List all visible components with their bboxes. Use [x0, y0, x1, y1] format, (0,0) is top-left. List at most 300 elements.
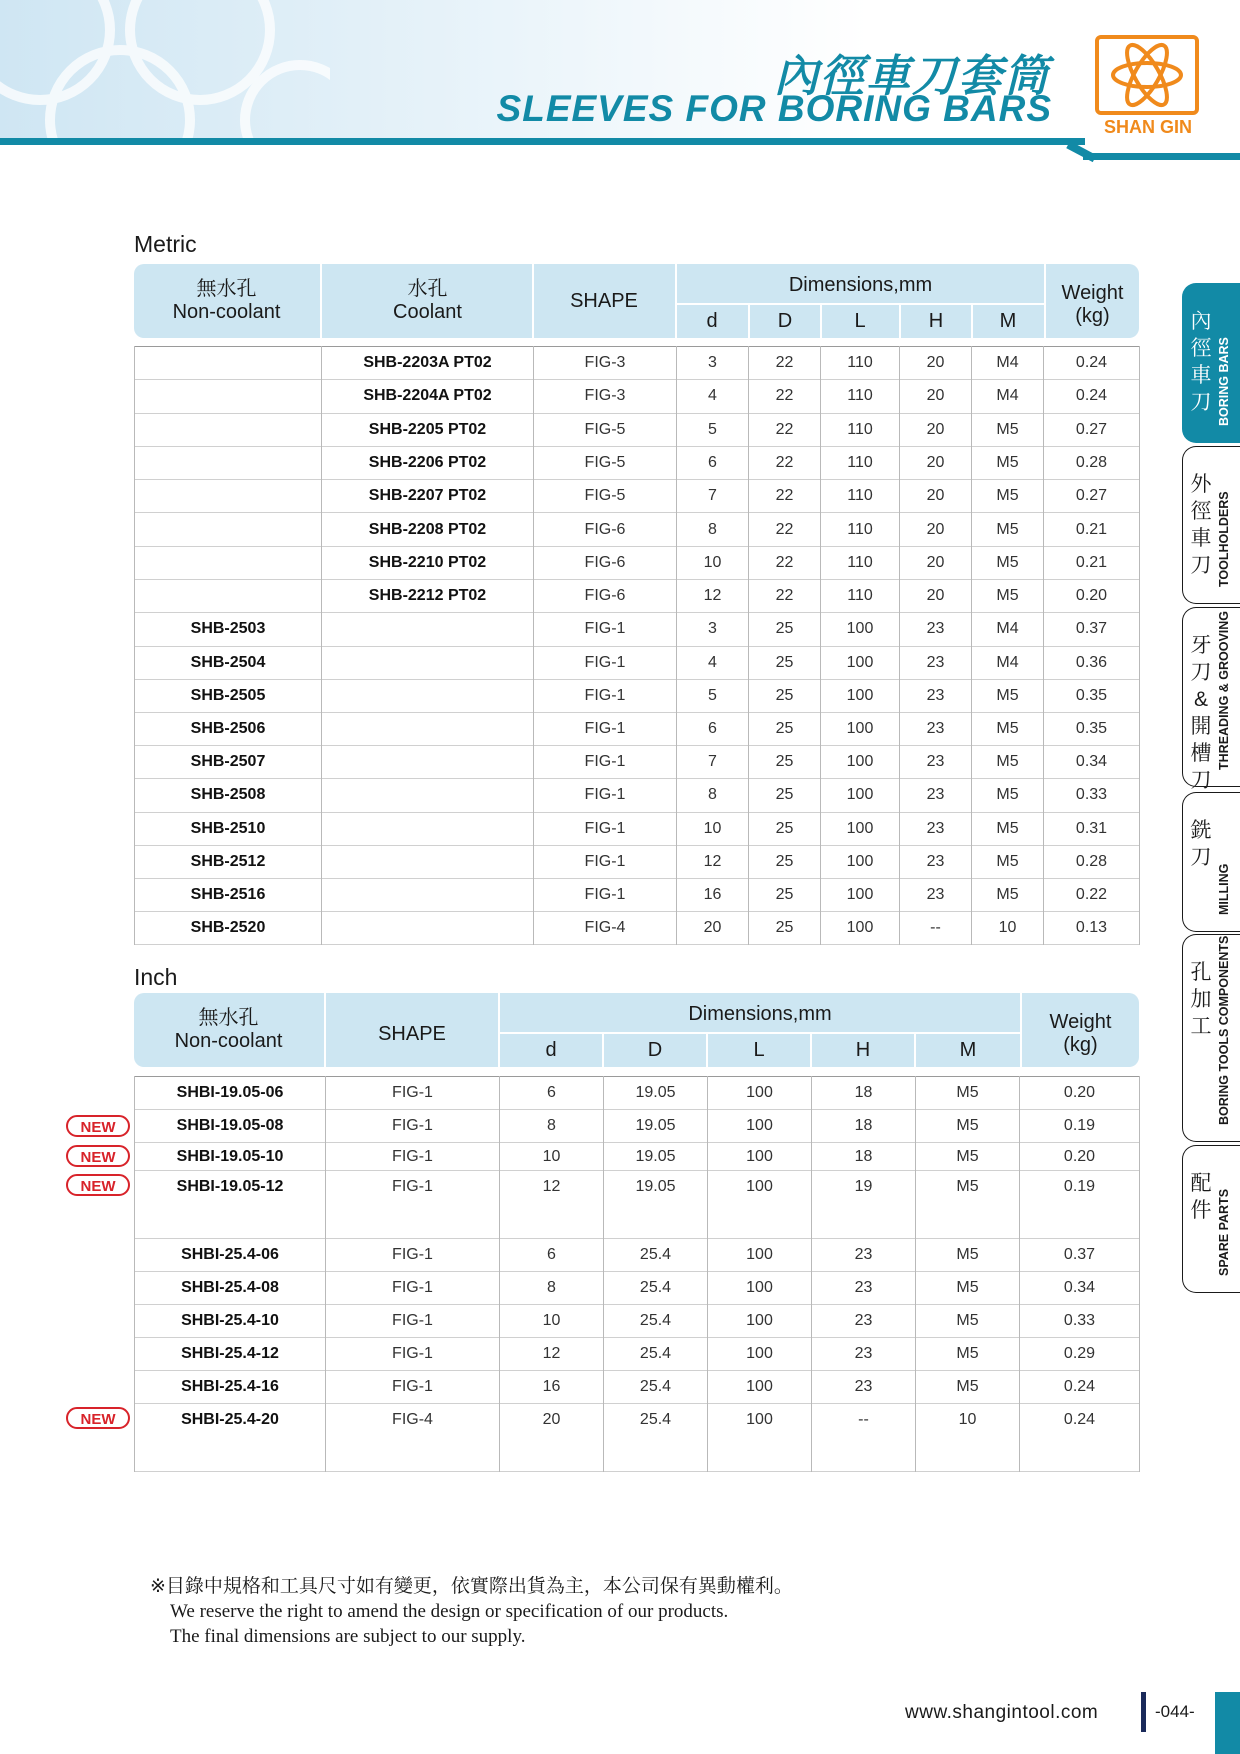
table-row: [135, 480, 1140, 513]
table-cell: 25.4: [604, 1404, 708, 1472]
table-cell: 12: [500, 1338, 604, 1371]
table-cell: FIG-1: [534, 878, 677, 911]
table-cell: 6: [500, 1077, 604, 1110]
table-cell: 22: [749, 347, 821, 380]
table-cell: M5: [972, 480, 1044, 513]
table-row: [135, 746, 1140, 779]
table-cell: [322, 878, 534, 911]
header-weight-unit: (kg): [1075, 305, 1110, 327]
table-cell: 18: [812, 1077, 916, 1110]
inch-header-D: D: [647, 1039, 663, 1061]
table-cell: 10: [972, 912, 1044, 945]
table-cell: 110: [821, 446, 900, 479]
table-cell: 100: [821, 613, 900, 646]
table-cell: 25: [749, 845, 821, 878]
table-cell: FIG-1: [534, 712, 677, 745]
table-cell: SHB-2210 PT02: [322, 546, 534, 579]
table-cell: FIG-1: [326, 1305, 500, 1338]
table-row: [135, 347, 1140, 380]
table-row: [135, 1077, 1140, 1110]
table-row: [135, 779, 1140, 812]
header-rule-right: [1083, 153, 1240, 160]
atom-logo-icon: [1099, 39, 1195, 111]
table-cell: SHB-2505: [135, 679, 322, 712]
table-cell: 100: [708, 1272, 812, 1305]
table-cell: SHB-2516: [135, 878, 322, 911]
table-cell: 6: [677, 446, 749, 479]
table-cell: 0.19: [1020, 1110, 1140, 1143]
table-cell: 0.34: [1020, 1272, 1140, 1305]
table-cell: M5: [916, 1371, 1020, 1404]
inch-header-d: d: [545, 1039, 557, 1061]
table-row: [135, 1371, 1140, 1404]
table-row: [135, 912, 1140, 945]
table-cell: 25.4: [604, 1272, 708, 1305]
inch-header-M: M: [959, 1039, 977, 1061]
new-badge: NEW: [66, 1145, 130, 1167]
new-badge: NEW: [66, 1115, 130, 1137]
table-cell: 3: [677, 347, 749, 380]
table-cell: 100: [708, 1338, 812, 1371]
table-cell: 0.20: [1020, 1077, 1140, 1110]
inch-header-H: H: [855, 1039, 871, 1061]
table-cell: M5: [916, 1171, 1020, 1239]
table-cell: FIG-1: [534, 646, 677, 679]
table-cell: 100: [708, 1239, 812, 1272]
side-tab-toolholders[interactable]: [1182, 446, 1240, 604]
table-cell: M5: [972, 580, 1044, 613]
header-weight-unit: (kg): [1063, 1034, 1098, 1056]
table-cell: [135, 380, 322, 413]
table-cell: [322, 679, 534, 712]
new-badge: NEW: [66, 1174, 130, 1196]
side-tab-label-zh: 牙刀&開槽刀: [1190, 634, 1212, 792]
table-cell: 22: [749, 546, 821, 579]
inch-header-weight: [1022, 1011, 1139, 1057]
table-cell: 0.13: [1044, 912, 1140, 945]
brand-logo: [1095, 35, 1199, 115]
table-row: [135, 580, 1140, 613]
table-cell: FIG-1: [534, 845, 677, 878]
table-row: [135, 380, 1140, 413]
table-cell: [322, 613, 534, 646]
table-cell: M5: [916, 1143, 1020, 1171]
table-cell: 23: [812, 1338, 916, 1371]
table-cell: 22: [749, 413, 821, 446]
metric-table: [134, 346, 1140, 945]
table-cell: 100: [821, 845, 900, 878]
table-cell: SHB-2205 PT02: [322, 413, 534, 446]
table-cell: M5: [916, 1239, 1020, 1272]
table-cell: SHBI-25.4-06: [135, 1239, 326, 1272]
table-cell: M5: [972, 513, 1044, 546]
table-cell: 100: [708, 1404, 812, 1472]
table-cell: 19.05: [604, 1077, 708, 1110]
table-cell: 19.05: [604, 1171, 708, 1239]
header-weight: Weight: [1049, 1011, 1112, 1033]
table-cell: 23: [812, 1371, 916, 1404]
table-cell: [135, 480, 322, 513]
table-cell: 0.28: [1044, 446, 1140, 479]
table-cell: 0.21: [1044, 546, 1140, 579]
table-cell: [135, 413, 322, 446]
table-cell: 25: [749, 878, 821, 911]
table-cell: 110: [821, 413, 900, 446]
table-cell: FIG-1: [534, 779, 677, 812]
side-tab-label-zh: 外徑車刀: [1190, 473, 1212, 577]
table-cell: 22: [749, 580, 821, 613]
table-row: [135, 1338, 1140, 1371]
header-coolant-zh: 水孔: [407, 278, 448, 300]
table-row: [135, 413, 1140, 446]
side-tab-label-en: BORING TOOLS COMPONENTS: [1217, 935, 1231, 1125]
table-cell: 23: [812, 1239, 916, 1272]
table-cell: FIG-1: [534, 746, 677, 779]
table-cell: 100: [708, 1143, 812, 1171]
table-cell: [135, 347, 322, 380]
table-cell: 0.28: [1044, 845, 1140, 878]
table-row: [135, 1143, 1140, 1171]
table-cell: 0.19: [1020, 1171, 1140, 1239]
table-cell: 10: [916, 1404, 1020, 1472]
website-link[interactable]: www.shangintool.com: [905, 1702, 1099, 1723]
table-cell: 110: [821, 347, 900, 380]
table-row: [135, 1404, 1140, 1472]
table-cell: SHB-2512: [135, 845, 322, 878]
table-cell: SHBI-25.4-08: [135, 1272, 326, 1305]
table-row: [135, 1110, 1140, 1143]
side-tab-label-en: MILLING: [1217, 863, 1231, 915]
side-tab-label-zh: 孔加工: [1190, 961, 1212, 1038]
decorative-pattern-icon: [0, 0, 330, 140]
disclaimer-en-1: We reserve the right to amend the design or specification of our products.: [170, 1601, 729, 1622]
page-corner-accent: [1215, 1692, 1240, 1754]
table-cell: M5: [916, 1305, 1020, 1338]
table-cell: M4: [972, 646, 1044, 679]
table-row: [135, 812, 1140, 845]
table-cell: 25: [749, 746, 821, 779]
page-number: -044-: [1155, 1702, 1195, 1721]
metric-header-M: M: [999, 310, 1017, 332]
table-cell: 18: [812, 1143, 916, 1171]
table-cell: SHB-2206 PT02: [322, 446, 534, 479]
table-cell: SHB-2506: [135, 712, 322, 745]
side-tab-label-en: TOOLHOLDERS: [1217, 491, 1231, 587]
table-cell: 23: [812, 1272, 916, 1305]
table-cell: 22: [749, 513, 821, 546]
table-row: [135, 1305, 1140, 1338]
table-cell: 6: [677, 712, 749, 745]
inch-header-dimensions: Dimensions,mm: [688, 1003, 832, 1025]
table-cell: SHBI-19.05-08: [135, 1110, 326, 1143]
table-cell: 20: [900, 347, 972, 380]
table-cell: M5: [972, 845, 1044, 878]
table-cell: SHB-2510: [135, 812, 322, 845]
table-cell: 5: [677, 679, 749, 712]
table-cell: 0.20: [1044, 580, 1140, 613]
metric-header-coolant: [322, 278, 533, 324]
table-cell: 100: [821, 646, 900, 679]
metric-table-header: [134, 264, 1139, 338]
table-cell: 110: [821, 380, 900, 413]
table-cell: FIG-6: [534, 513, 677, 546]
table-cell: FIG-3: [534, 347, 677, 380]
table-cell: 22: [749, 446, 821, 479]
table-cell: 0.24: [1044, 380, 1140, 413]
table-row: [135, 646, 1140, 679]
table-cell: 20: [900, 413, 972, 446]
table-cell: 100: [821, 746, 900, 779]
table-cell: 22: [749, 480, 821, 513]
table-cell: 25: [749, 679, 821, 712]
table-cell: M5: [972, 878, 1044, 911]
table-cell: --: [900, 912, 972, 945]
table-cell: 25: [749, 712, 821, 745]
table-cell: SHBI-19.05-12: [135, 1171, 326, 1239]
table-cell: [322, 712, 534, 745]
table-cell: M5: [916, 1272, 1020, 1305]
table-row: [135, 513, 1140, 546]
metric-section-label: Metric: [134, 231, 197, 257]
metric-header-d: d: [706, 310, 718, 332]
table-cell: FIG-3: [534, 380, 677, 413]
header-coolant-en: Coolant: [393, 301, 462, 323]
table-cell: SHB-2212 PT02: [322, 580, 534, 613]
table-cell: 8: [677, 513, 749, 546]
table-cell: FIG-5: [534, 480, 677, 513]
header-noncoolant-en: Non-coolant: [174, 1030, 283, 1052]
side-tab-threading-grooving[interactable]: [1182, 607, 1240, 792]
header-hdivider: [677, 303, 1044, 305]
table-cell: 100: [821, 712, 900, 745]
table-row: [135, 1171, 1140, 1239]
table-cell: 100: [821, 912, 900, 945]
table-cell: 22: [749, 380, 821, 413]
side-tab-boring-bars[interactable]: [1182, 283, 1240, 443]
table-cell: 0.22: [1044, 878, 1140, 911]
inch-header-L: L: [753, 1039, 765, 1061]
side-tab-label-zh: 內徑車刀: [1190, 310, 1212, 414]
table-cell: 0.27: [1044, 480, 1140, 513]
table-cell: [322, 746, 534, 779]
table-row: [135, 845, 1140, 878]
table-cell: 0.33: [1020, 1305, 1140, 1338]
metric-header-H: H: [928, 310, 944, 332]
side-tab-spare-parts[interactable]: [1182, 1145, 1240, 1293]
table-cell: [322, 646, 534, 679]
table-row: [135, 613, 1140, 646]
table-cell: 0.34: [1044, 746, 1140, 779]
inch-section-label: Inch: [134, 964, 178, 990]
table-cell: 100: [821, 779, 900, 812]
table-cell: 3: [677, 613, 749, 646]
table-cell: 16: [500, 1371, 604, 1404]
header-noncoolant-zh: 無水孔: [196, 278, 257, 300]
table-cell: M5: [916, 1110, 1020, 1143]
table-cell: M4: [972, 347, 1044, 380]
side-tab-label-zh: 配件: [1190, 1172, 1212, 1222]
table-cell: M4: [972, 380, 1044, 413]
metric-header-noncoolant: [134, 278, 319, 324]
table-cell: 25.4: [604, 1338, 708, 1371]
table-cell: SHB-2203A PT02: [322, 347, 534, 380]
table-cell: 20: [900, 380, 972, 413]
table-cell: 0.24: [1044, 347, 1140, 380]
table-cell: 19.05: [604, 1143, 708, 1171]
table-cell: 23: [900, 646, 972, 679]
inch-header-shape: SHAPE: [378, 1023, 446, 1045]
table-cell: SHB-2207 PT02: [322, 480, 534, 513]
table-cell: SHB-2204A PT02: [322, 380, 534, 413]
table-cell: 23: [900, 812, 972, 845]
table-cell: FIG-1: [534, 679, 677, 712]
table-cell: FIG-4: [534, 912, 677, 945]
table-cell: SHB-2208 PT02: [322, 513, 534, 546]
table-cell: 10: [500, 1305, 604, 1338]
table-cell: 110: [821, 513, 900, 546]
table-cell: [322, 845, 534, 878]
table-cell: 100: [821, 679, 900, 712]
table-cell: 20: [500, 1404, 604, 1472]
table-cell: [135, 446, 322, 479]
table-cell: 100: [708, 1110, 812, 1143]
table-cell: SHBI-25.4-16: [135, 1371, 326, 1404]
table-cell: 23: [900, 712, 972, 745]
table-cell: 10: [677, 812, 749, 845]
table-cell: M5: [972, 779, 1044, 812]
new-badge: NEW: [66, 1407, 130, 1429]
table-cell: FIG-1: [326, 1171, 500, 1239]
table-row: [135, 546, 1140, 579]
table-cell: 0.21: [1044, 513, 1140, 546]
table-cell: 0.27: [1044, 413, 1140, 446]
disclaimer: [150, 1574, 793, 1649]
side-tab-label-en: BORING BARS: [1217, 337, 1231, 426]
table-cell: SHBI-25.4-10: [135, 1305, 326, 1338]
side-tab-milling[interactable]: [1182, 792, 1240, 932]
table-cell: SHBI-25.4-20: [135, 1404, 326, 1472]
table-cell: M5: [916, 1338, 1020, 1371]
table-row: [135, 712, 1140, 745]
table-cell: M5: [972, 812, 1044, 845]
table-cell: 19: [812, 1171, 916, 1239]
table-cell: 25: [749, 646, 821, 679]
inch-table: [134, 1076, 1140, 1472]
table-cell: 20: [677, 912, 749, 945]
table-cell: SHB-2504: [135, 646, 322, 679]
table-cell: 23: [900, 779, 972, 812]
header-noncoolant-zh: 無水孔: [198, 1007, 259, 1029]
table-cell: 7: [677, 746, 749, 779]
table-cell: 23: [900, 878, 972, 911]
table-cell: 100: [708, 1077, 812, 1110]
table-cell: 110: [821, 546, 900, 579]
table-cell: [135, 546, 322, 579]
table-cell: [322, 912, 534, 945]
table-cell: FIG-1: [326, 1371, 500, 1404]
inch-table-header: [134, 993, 1139, 1067]
table-cell: M5: [972, 746, 1044, 779]
table-cell: 25.4: [604, 1305, 708, 1338]
table-cell: 8: [500, 1272, 604, 1305]
table-cell: 10: [677, 546, 749, 579]
side-tab-boring-tools-components[interactable]: [1182, 934, 1240, 1142]
table-cell: 25: [749, 779, 821, 812]
table-cell: FIG-5: [534, 413, 677, 446]
table-cell: SHB-2503: [135, 613, 322, 646]
table-cell: 16: [677, 878, 749, 911]
table-cell: [135, 513, 322, 546]
table-cell: M5: [972, 413, 1044, 446]
table-cell: FIG-1: [326, 1143, 500, 1171]
table-cell: 100: [708, 1371, 812, 1404]
table-cell: M5: [916, 1077, 1020, 1110]
table-cell: 8: [500, 1110, 604, 1143]
table-cell: 110: [821, 480, 900, 513]
table-cell: SHB-2507: [135, 746, 322, 779]
table-cell: M5: [972, 712, 1044, 745]
table-row: [135, 679, 1140, 712]
metric-header-L: L: [854, 310, 866, 332]
table-cell: 25.4: [604, 1239, 708, 1272]
table-cell: 0.35: [1044, 712, 1140, 745]
header-hdivider: [500, 1032, 1020, 1034]
inch-header-noncoolant: [134, 1007, 323, 1053]
side-tab-label-zh: 銑刀: [1190, 819, 1212, 869]
table-cell: FIG-1: [326, 1077, 500, 1110]
page-title-en: SLEEVES FOR BORING BARS: [496, 88, 1052, 129]
table-cell: 25: [749, 613, 821, 646]
table-cell: 0.33: [1044, 779, 1140, 812]
table-cell: SHBI-25.4-12: [135, 1338, 326, 1371]
table-cell: 0.24: [1020, 1371, 1140, 1404]
table-cell: M5: [972, 679, 1044, 712]
table-cell: 23: [900, 746, 972, 779]
table-cell: M4: [972, 613, 1044, 646]
table-cell: 25: [749, 912, 821, 945]
side-tab-label-en: SPARE PARTS: [1217, 1188, 1231, 1276]
table-cell: FIG-1: [534, 812, 677, 845]
side-tab-label-en: THREADING & GROOVING: [1217, 610, 1231, 770]
table-cell: 12: [677, 845, 749, 878]
table-cell: FIG-1: [326, 1272, 500, 1305]
table-cell: --: [812, 1404, 916, 1472]
table-cell: 110: [821, 580, 900, 613]
table-cell: 4: [677, 380, 749, 413]
table-cell: FIG-1: [326, 1110, 500, 1143]
table-cell: FIG-1: [326, 1239, 500, 1272]
header-weight: Weight: [1061, 282, 1124, 304]
table-cell: 12: [500, 1171, 604, 1239]
table-cell: 0.37: [1020, 1239, 1140, 1272]
table-cell: 7: [677, 480, 749, 513]
table-cell: [322, 779, 534, 812]
table-cell: SHBI-19.05-06: [135, 1077, 326, 1110]
table-cell: 8: [677, 779, 749, 812]
table-cell: 20: [900, 513, 972, 546]
table-cell: 25.4: [604, 1371, 708, 1404]
table-cell: 100: [708, 1171, 812, 1239]
table-cell: [135, 580, 322, 613]
table-cell: 0.36: [1044, 646, 1140, 679]
table-cell: 19.05: [604, 1110, 708, 1143]
table-cell: SHBI-19.05-10: [135, 1143, 326, 1171]
header-rule: [0, 138, 1085, 145]
table-cell: FIG-5: [534, 446, 677, 479]
table-cell: 0.24: [1020, 1404, 1140, 1472]
table-cell: SHB-2520: [135, 912, 322, 945]
table-cell: 23: [900, 845, 972, 878]
